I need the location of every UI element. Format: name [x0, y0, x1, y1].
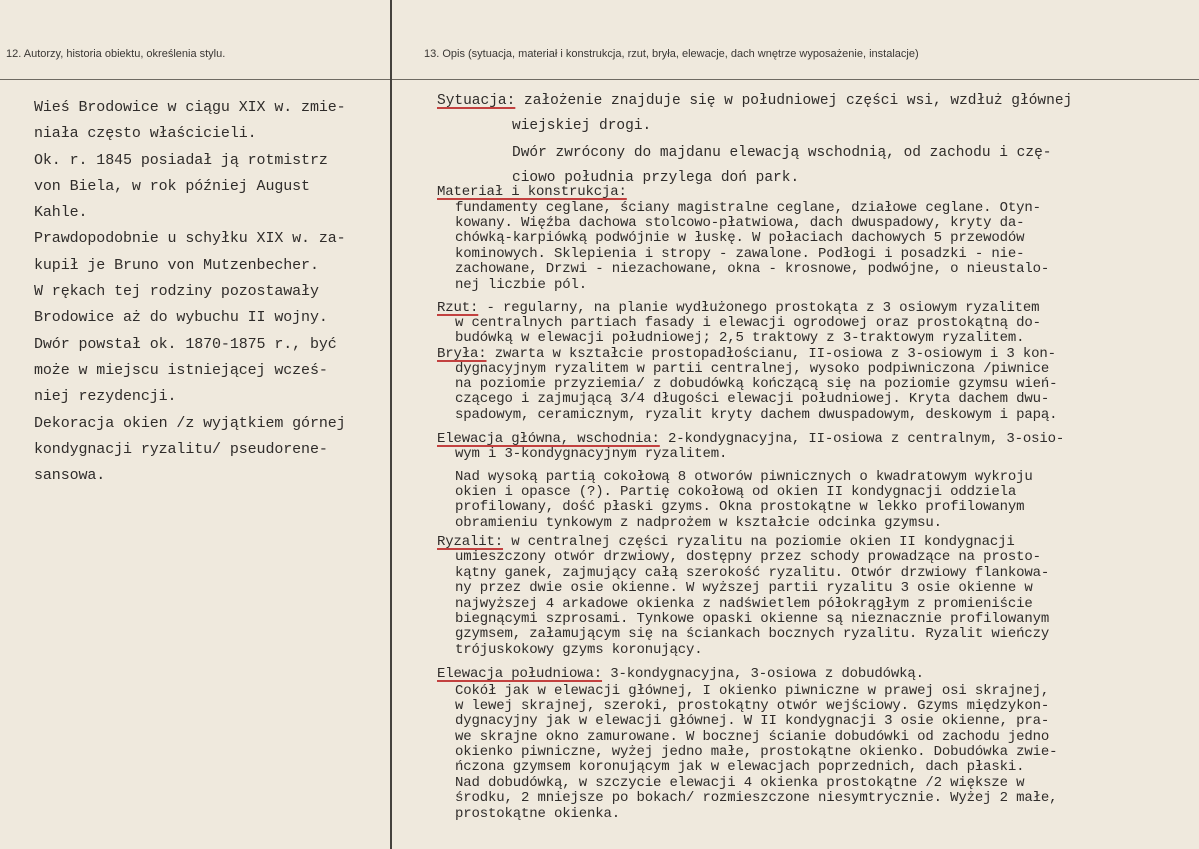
description-line [455, 485, 1016, 500]
line-text: budówką w elewacji południowej; 2,5 traktowy z 3-traktowym ryzalitem. [455, 330, 1025, 346]
description-line [455, 791, 1057, 806]
line-text: kowany. Więźba dachowa stolcowo-płatwiowa, dach dwuspadowy, kryty da- [455, 215, 1025, 231]
line-text: w centralnej części ryzalitu na poziomie okien II kondygnacji [503, 534, 1015, 550]
description-line [455, 730, 1049, 745]
section-heading-line [437, 185, 627, 200]
history-line: niała często właścicieli. [34, 125, 257, 143]
history-line: niej rezydencji. [34, 388, 177, 406]
description-line [455, 643, 703, 658]
line-text: okienko piwniczne, wyżej jedno małe, prostokątne okienko. Dobudówka zwie- [455, 744, 1058, 760]
description-line [455, 684, 1049, 699]
description-line [455, 776, 1024, 791]
history-line: Ok. r. 1845 posiadał ją rotmistrz [34, 151, 328, 169]
line-text: dygnacyjny jak w elewacji głównej. W II kondygnacji 3 osie okienne, pra- [455, 713, 1050, 729]
line-text: fundamenty ceglane, ściany magistralne ceglane, działowe ceglane. Otyn- [455, 200, 1041, 216]
description-line [512, 146, 1052, 161]
history-line: von Biela, w rok później August [34, 177, 310, 195]
description-line [455, 231, 1024, 246]
section-label: Ryzalit: [437, 534, 504, 550]
section-label: Materiał i konstrukcja: [437, 184, 627, 200]
line-text: 2-kondygnacyjna, II-osiowa z centralnym, 3-osio- [659, 431, 1065, 447]
history-line: W rękach tej rodziny pozostawały [34, 283, 319, 301]
description-line [455, 597, 1033, 612]
line-text: najwyższej 4 arkadowe okienka z nadświetlem półokrągłym z promieniście [455, 596, 1033, 612]
description-line [455, 377, 1057, 392]
line-text: ny przez dwie osie okienne. W wyższej partii ryzalitu 3 osie okienne w [455, 580, 1033, 596]
description-line [455, 470, 1033, 485]
description-line [455, 760, 1024, 775]
history-line: Dwór powstał ok. 1870-1875 r., być [34, 335, 337, 353]
line-text: wiejskiej drogi. [512, 118, 652, 134]
history-line: Prawdopodobnie u schyłku XIX w. za- [34, 230, 346, 248]
description-line [455, 316, 1041, 331]
line-text: ńczona gzymsem koronującym jak w elewacjach poprzednich, dach płaski. [455, 759, 1025, 775]
right-section-header: 13. Opis (sytuacja, materiał i konstrukcja, rzut, bryła, elewacje, dach wnętrze wyposażenie, instalacje) [424, 48, 919, 60]
history-line: kupił je Bruno von Mutzenbecher. [34, 256, 319, 274]
description-line [455, 201, 1041, 216]
description-line [455, 699, 1049, 714]
line-text: we skrajne okno zamurowane. W bocznej ścianie dobudówki od zachodu jedno [455, 729, 1050, 745]
line-text: obramieniu tynkowym z nadprożem w kształcie odcinka gzymsu. [455, 515, 942, 531]
line-text: umieszczony otwór drzwiowy, dostępny przez schody prowadzące na prosto- [455, 549, 1041, 565]
line-text: kątny ganek, zajmujący całą szerokość ryzalitu. Otwór drzwiowy flankowa- [455, 565, 1050, 581]
line-text: czącego i zajmującą 3/4 długości elewacji południowej. Kryta dachem dwu- [455, 391, 1050, 407]
description-line [455, 278, 587, 293]
section-heading-line [437, 94, 1072, 109]
line-text: okien i opasce (?). Partię cokołową od okien II kondygnacji oddziela [455, 484, 1017, 500]
description-line [512, 119, 651, 134]
section-heading-line [437, 432, 1064, 447]
section-label: Rzut: [437, 300, 479, 316]
line-text: założenie znajduje się w południowej części wsi, wzdłuż głównej [515, 93, 1073, 109]
description-line [455, 500, 1024, 515]
section-heading-line [437, 535, 1015, 550]
line-text: w lewej skrajnej, szeroki, prostokątny otwór wejściowy. Gzyms międzykon- [455, 698, 1050, 714]
description-line [455, 566, 1049, 581]
history-line: Kahle. [34, 204, 88, 222]
section-heading-line [437, 667, 924, 682]
history-line: może w miejscu istniejącej wcześ- [34, 361, 328, 379]
line-text: spadowym, ceramicznym, ryzalit kryty dachem dwuspadowym, deskowym i papą. [455, 407, 1058, 423]
line-text: środku, 2 mniejsze po bokach/ rozmieszczone niesymtrycznie. Wyżej 2 małe, [455, 790, 1058, 806]
section-label: Elewacja południowa: [437, 666, 603, 682]
line-text: wym i 3-kondygnacyjnym ryzalitem. [455, 446, 728, 462]
description-line [455, 581, 1033, 596]
description-line [455, 262, 1049, 277]
section-label: Bryła: [437, 346, 487, 362]
line-text: chówką-karpiówką podwójnie w łuskę. W połaciach dachowych 5 przewodów [455, 230, 1025, 246]
description-line [455, 550, 1041, 565]
description-line [455, 247, 1024, 262]
description-line [455, 714, 1049, 729]
description-line [455, 612, 1049, 627]
line-text: kominowych. Sklepienia i stropy - zawalone. Podłogi i posadzki - nie- [455, 246, 1025, 262]
line-text: prostokątne okienka. [455, 806, 621, 822]
section-heading-line [437, 301, 1039, 316]
line-text: - regularny, na planie wydłużonego prostokąta z 3 osiowym ryzalitem [478, 300, 1040, 316]
description-line [455, 807, 620, 822]
description-line [455, 408, 1057, 423]
description-line [455, 627, 1049, 642]
line-text: zachowane, Drzwi - niezachowane, okna - krosnowe, podwójne, o nieustalo- [455, 261, 1050, 277]
history-line: sansowa. [34, 467, 106, 485]
line-text: 3-kondygnacyjna, 3-osiowa z dobudówką. [602, 666, 924, 682]
line-text: gzymsem, załamującym się na ściankach bocznych ryzalitu. Ryzalit wieńczy [455, 626, 1050, 642]
line-text: Nad wysoką partią cokołową 8 otworów piwnicznych o kwadratowym wykroju [455, 469, 1033, 485]
history-line: kondygnacji ryzalitu/ pseudorene- [34, 440, 328, 458]
line-text: zwarta w kształcie prostopadłościanu, II-osiowa z 3-osiowym i 3 kon- [486, 346, 1056, 362]
line-text: w centralnych partiach fasady i elewacji ogrodowej oraz prostokątną do- [455, 315, 1041, 331]
line-text: na poziomie przyziemia/ z dobudówką kończącą się na poziomie gzymsu wień- [455, 376, 1058, 392]
line-text: trójuskokowy gzyms koronujący. [455, 642, 703, 658]
history-line: Wieś Brodowice w ciągu XIX w. zmie- [34, 99, 346, 116]
description-line [455, 745, 1057, 760]
line-text: Nad dobudówką, w szczycie elewacji 4 okienka prostokątne /2 większe w [455, 775, 1025, 791]
line-text: nej liczbie pól. [455, 277, 588, 293]
history-line: Brodowice aż do wybuchu II wojny. [34, 309, 328, 327]
section-heading-line [437, 347, 1056, 362]
section-label: Elewacja główna, wschodnia: [437, 431, 660, 447]
left-section-header: 12. Autorzy, historia obiektu, określenia stylu. [6, 48, 226, 60]
line-text: ciowo południa przylega doń park. [512, 170, 800, 186]
description-line [455, 392, 1049, 407]
description-line [455, 331, 1024, 346]
description-line [455, 216, 1024, 231]
line-text: Dwór zwrócony do majdanu elewacją wschodnią, od zachodu i czę- [512, 145, 1052, 161]
line-text: Cokół jak w elewacji głównej, I okienko piwniczne w prawej osi skrajnej, [455, 683, 1050, 699]
section-label: Sytuacja: [437, 93, 516, 109]
line-text: profilowany, dość płaski gzyms. Okna prostokątne w lekko profilowanym [455, 499, 1025, 515]
history-line: Dekoracja okien /z wyjątkiem górnej [34, 414, 346, 432]
line-text: biegnącymi szprosami. Tynkowe opaski okienne są nieznacznie profilowanym [455, 611, 1050, 627]
description-line [455, 447, 727, 462]
description-line [455, 516, 942, 531]
description-line [455, 362, 1049, 377]
line-text: dygnacyjnym ryzalitem w partii centralnej, wysoko podpiwniczona /piwnice [455, 361, 1050, 377]
